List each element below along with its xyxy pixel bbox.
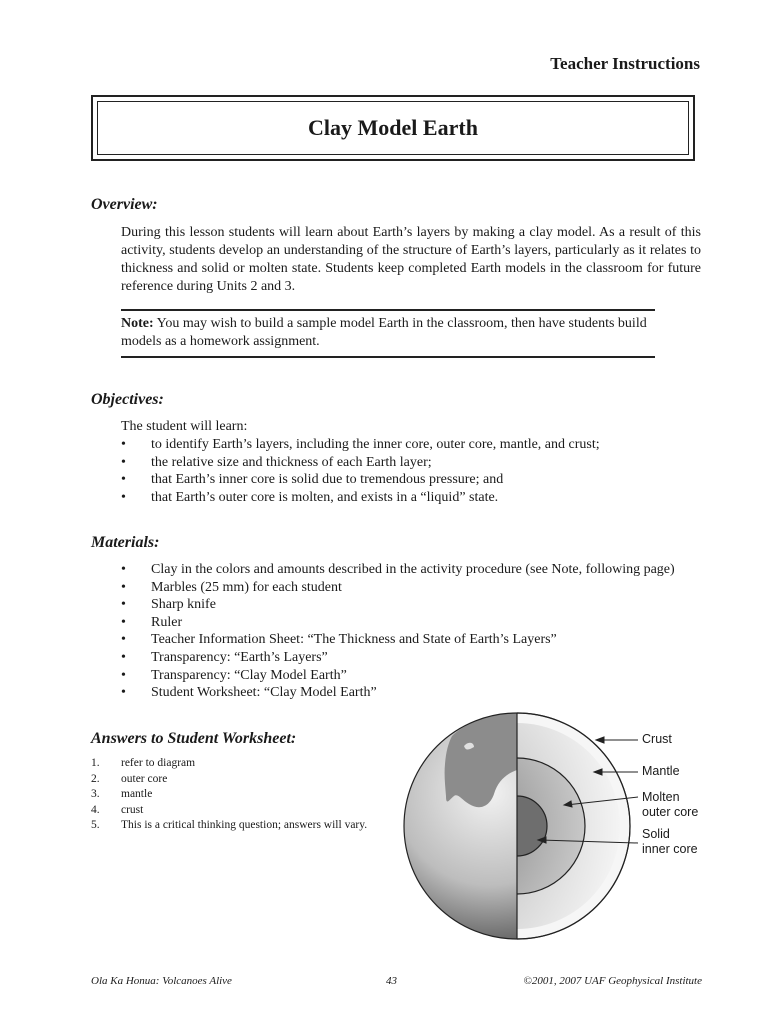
page-number: 43 [386,975,397,987]
title-box [91,95,695,161]
bullet: • [121,562,126,577]
list-item: • the relative size and thickness of each Earth layer; [121,454,432,470]
note-text: You may wish to build a sample model Earth in the classroom, then have students build models as a homework assignment. [121,316,647,349]
objectives-intro: The student will learn: [121,419,248,434]
list-item: • Sharp knife [121,597,216,613]
objectives-heading: Objectives: [91,391,164,408]
bullet: • [121,454,126,470]
objectives-list [121,436,721,506]
bullet: • [121,472,126,488]
list-item: • Student Worksheet: “Clay Model Earth” [121,685,377,701]
bullet: • [121,649,126,665]
list-item: • Teacher Information Sheet: “The Thickness and State of Earth’s Layers” [121,632,557,648]
label-molten-outer-core: Molten outer core [642,790,699,819]
earth-layers-diagram [400,700,720,950]
list-item: 3. mantle [91,788,153,801]
list-item: • Transparency: “Earth’s Layers” [121,649,328,665]
list-item: 2. outer core [91,772,168,785]
list-item: 5. This is a critical thinking question; answers will vary. [91,819,368,832]
bullet: • [121,597,126,613]
bullet: • [121,579,126,595]
overview-heading: Overview: [91,196,158,213]
list-item: • Ruler [121,614,183,630]
bullet: • [121,437,126,452]
page-title: Clay Model Earth [308,115,478,140]
list-item: 1. refer to diagram [91,757,196,769]
bullet: • [121,632,126,648]
bullet: • [121,614,126,630]
label-crust: Crust [642,732,672,746]
bullet: • [121,685,126,701]
crust-arrow [596,737,604,743]
footer-left: Ola Ka Honua: Volcanoes Alive [91,975,232,987]
title-inner-border [97,101,689,155]
header-label: Teacher Instructions [550,54,700,73]
overview-paragraph: During this lesson students will learn about Earth’s layers by making a clay model. As a result of this activity, students develop an understanding of the structure of Earth’s layers, particularly as it relates to thickness and solid or molten state. Students keep completed Earth models in the classroom for future reference during Units 2 and 3. [121,225,701,294]
list-item: • to identify Earth’s layers, including the inner core, outer core, mantle, and crust; [121,437,600,452]
footer-right: ©2001, 2007 UAF Geophysical Institute [523,975,702,987]
list-item: • Clay in the colors and amounts described in the activity procedure (see Note, following page) [121,562,675,577]
materials-heading: Materials: [91,534,160,551]
list-item: 4. crust [91,803,144,816]
materials-list [121,561,741,702]
bullet: • [121,667,126,683]
label-solid-inner-core: Solid inner core [642,827,698,856]
bullet: • [121,489,126,505]
list-item: • that Earth’s outer core is molten, and exists in a “liquid” state. [121,489,499,505]
answers-heading: Answers to Student Worksheet: [91,730,297,747]
answers-list [91,756,411,834]
list-item: • Marbles (25 mm) for each student [121,579,342,595]
note-label: Note: [121,316,154,331]
list-item: • Transparency: “Clay Model Earth” [121,667,347,683]
note-box [121,309,655,358]
label-mantle: Mantle [642,764,680,778]
list-item: • that Earth’s inner core is solid due to tremendous pressure; and [121,472,504,488]
